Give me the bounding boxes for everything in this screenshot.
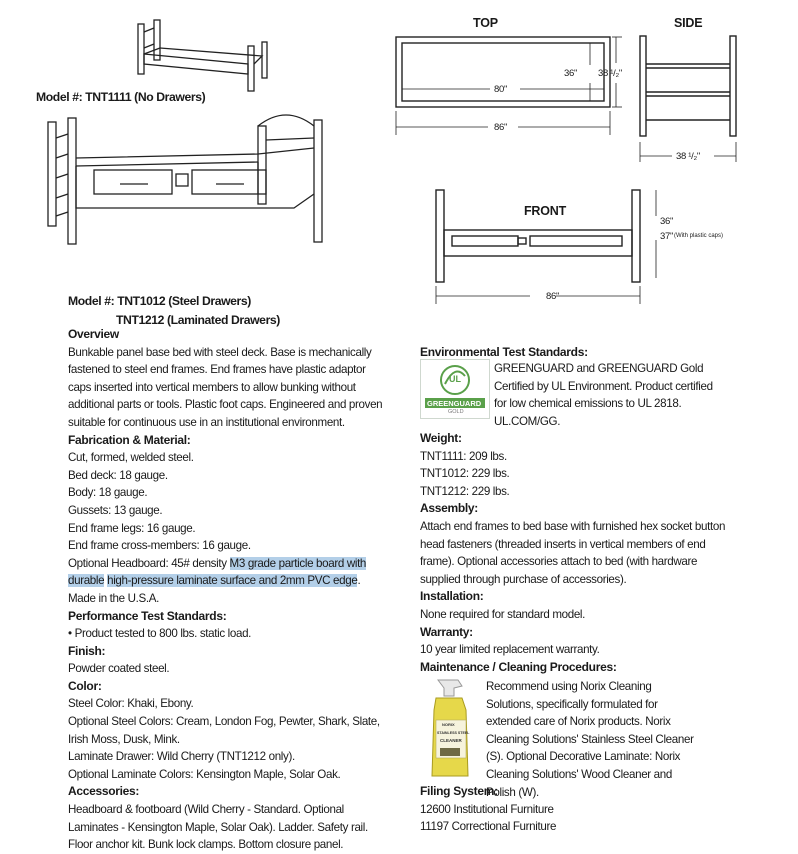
front-width: 86" xyxy=(546,291,560,302)
front-height-caps: 37" xyxy=(660,231,674,242)
top-view-drawing xyxy=(380,35,640,145)
front-view-label: FRONT xyxy=(524,204,567,218)
color-heading: Color: xyxy=(68,678,102,693)
greenguard-badge xyxy=(420,359,490,419)
fabrication-line: End frame cross-members: 16 gauge. xyxy=(68,539,251,553)
right-column xyxy=(420,430,740,676)
filing-heading: Filing System: xyxy=(420,784,498,798)
warranty-text: 10 year limited replacement warranty. xyxy=(420,643,600,657)
spray-bottle-icon xyxy=(428,676,480,784)
fabrication-line: Gussets: 13 gauge. xyxy=(68,503,163,517)
performance-heading: Performance Test Standards: xyxy=(68,608,227,623)
top-outer-width: 86" xyxy=(494,122,508,133)
installation-heading: Installation: xyxy=(420,589,484,604)
bed-with-drawers-drawing xyxy=(44,108,334,248)
maintenance-heading: Maintenance / Cleaning Procedures: xyxy=(420,659,617,674)
cleaner-bottle-image xyxy=(428,676,480,784)
optional-headboard: Optional Headboard: 45# density M3 grade particle board with durable high-pressure laminate surface and 2mm PVC edge. Made in the U.S.A. xyxy=(68,556,367,605)
finish-text: Powder coated steel. xyxy=(68,662,170,676)
assembly-heading: Assembly: xyxy=(420,501,478,516)
color-line: Laminate Drawer: Wild Cherry (TNT1212 only). xyxy=(68,750,295,764)
bottle-label-2: CLEANER xyxy=(440,738,462,743)
fabrication-heading: Fabrication & Material: xyxy=(68,432,191,447)
top-inner-width: 80" xyxy=(494,84,508,95)
color-line: Steel Color: Khaki, Ebony. xyxy=(68,697,194,711)
color-line: Optional Laminate Colors: Kensington Maple, Solar Oak. xyxy=(68,767,341,781)
installation-text: None required for standard model. xyxy=(420,607,586,621)
model-no-drawers: Model #: TNT1111 (No Drawers) xyxy=(36,90,206,104)
warranty-heading: Warranty: xyxy=(420,624,473,639)
side-depth: 38 ¹/₂" xyxy=(676,151,700,162)
highlighted-text: high-pressure laminate surface and 2mm PVC edge xyxy=(107,574,358,588)
fabrication-line: Cut, formed, welded steel. xyxy=(68,451,194,465)
weight-line: TNT1111: 209 lbs. xyxy=(420,449,507,463)
highlighted-text: M3 grade particle board with durable xyxy=(68,556,367,588)
top-view-label: TOP xyxy=(473,16,498,30)
badge-ul: UL xyxy=(449,374,461,384)
side-view-drawing xyxy=(636,34,756,164)
weight-line: TNT1012: 229 lbs. xyxy=(420,467,510,481)
finish-heading: Finish: xyxy=(68,643,106,658)
bottle-brand: NORIX xyxy=(442,722,455,727)
maintenance-text: Recommend using Norix Cleaning Solutions, specifically formulated for extended care of Norix products. Norix Cleaning Solutions' Stainless Steel Cleaner (S). Optional Decorative Laminate: Norix Cleaning Solutions' Wood Cleaner and Polish (W). xyxy=(486,680,694,799)
weight-line: TNT1212: 229 lbs. xyxy=(420,484,510,498)
assembly-text: Attach end frames to bed base with furnished hex socket button head fasteners (threaded inserts in vertical members of end frame). Optional accessories attach to bed (with hardware supplied through purchase of accessories). xyxy=(420,519,726,586)
color-line: Optional Steel Colors: Cream, London Fog, Pewter, Shark, Slate, Irish Moss, Dusk, Mink. xyxy=(68,715,380,746)
model-laminated-drawers: TNT1212 (Laminated Drawers) xyxy=(116,313,280,327)
model-steel-drawers: Model #: TNT1012 (Steel Drawers) xyxy=(68,294,251,308)
fabrication-line: Body: 18 gauge. xyxy=(68,486,148,500)
weight-heading: Weight: xyxy=(420,431,462,445)
front-height: 36" xyxy=(660,216,674,227)
accessories-text: Headboard & footboard (Wild Cherry - Standard. Optional Laminates - Kensington Maple, Solar Oak). Ladder. Safety rail. Floor anchor kit. Bunk lock clamps. Bottom closure panel. xyxy=(68,803,368,852)
accessories-heading: Accessories: xyxy=(68,784,140,799)
bed-no-drawers-drawing xyxy=(128,18,268,93)
overview-heading: Overview xyxy=(68,327,119,341)
overview-text: Bunkable panel base bed with steel deck. Base is mechanically fastened to steel end frames. End frames have plastic adaptor caps inserted into vertical members to allow bunking without additional parts or tools. Plastic foot caps. Engineered and proven suitable for continuous use in an institutional environment. xyxy=(68,345,383,429)
front-height-caps-note: (With plastic caps) xyxy=(674,233,724,239)
performance-text: • Product tested to 800 lbs. static load. xyxy=(68,627,252,641)
filing-line: 12600 Institutional Furniture xyxy=(420,802,554,816)
bottle-label-1: STAINLESS STEEL xyxy=(437,731,470,735)
environmental-text: GREENGUARD and GREENGUARD Gold Certified by UL Environment. Product certified for low chemical emissions to UL 2818. UL.COM/GG. xyxy=(494,362,713,428)
environmental-heading: Environmental Test Standards: xyxy=(420,345,588,359)
badge-gold: GOLD xyxy=(448,409,464,415)
fabrication-line: Bed deck: 18 gauge. xyxy=(68,468,168,482)
filing-line: 11197 Correctional Furniture xyxy=(420,820,557,834)
fabrication-line: End frame legs: 16 gauge. xyxy=(68,521,196,535)
left-column xyxy=(68,326,390,854)
side-view-label: SIDE xyxy=(674,16,703,30)
top-outer-depth: 38 ¹/₂" xyxy=(598,68,622,79)
filing-section xyxy=(420,783,720,836)
badge-name: GREENGUARD xyxy=(427,399,482,408)
top-inner-depth: 36" xyxy=(564,68,578,79)
